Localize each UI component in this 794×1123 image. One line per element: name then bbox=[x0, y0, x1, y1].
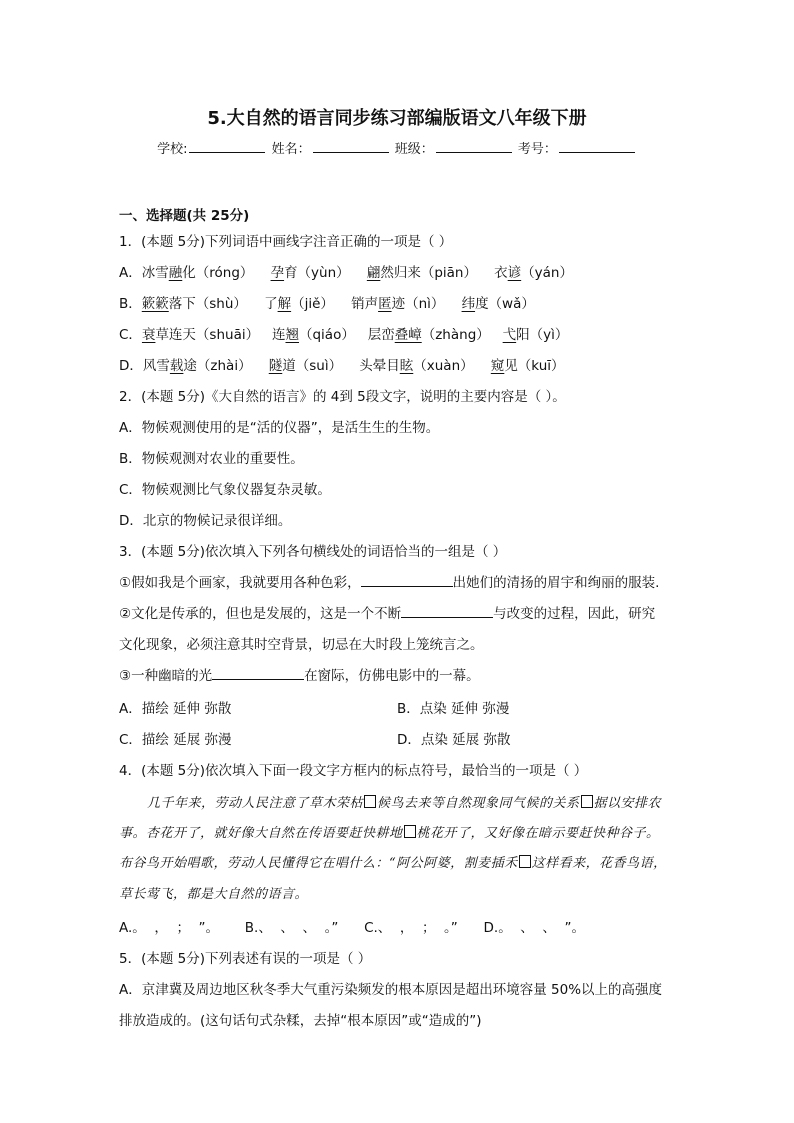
q4-passage-line-2: 事。杏花开了，就好像大自然在传语要赶快耕地 桃花开了，又好像在暗示要赶快种谷子。 bbox=[119, 826, 660, 841]
q4-passage-line-3: 布谷鸟开始唱歌，劳动人民懂得它在唱什么：“阿公阿婆，割麦插禾 这样看来，花香鸟语， bbox=[119, 856, 667, 871]
q1-option-d[interactable]: D．风雪载途（zhài） 隧道（suì） 头晕目眩（xuàn） 窥见（kuī） bbox=[119, 358, 565, 374]
q4-box-2[interactable] bbox=[581, 795, 593, 808]
q4-box-3[interactable] bbox=[404, 825, 416, 838]
q3-stem: 3．(本题 5分)依次填入下列各句横线处的词语恰当的一组是（ ） bbox=[119, 544, 507, 560]
q5-option-a-line-2: 排放造成的。(这句话句式杂糅，去掉“根本原因”或“造成的”) bbox=[119, 1013, 482, 1029]
q3-sentence-1: ①假如我是个画家，我就要用各种色彩， 出她们的清扬的眉宇和绚丽的服装. bbox=[119, 571, 659, 591]
class-blank[interactable] bbox=[436, 139, 512, 153]
q3-option-c[interactable]: C．描绘 延展 弥漫 bbox=[119, 732, 232, 748]
q3-sentence-2: ②文化是传承的，但也是发展的，这是一个不断 与改变的过程，因此，研究 bbox=[119, 602, 655, 622]
q4-options[interactable]: A.。 ， ； ”。 B.、 、 、 。” C.、 ， ； 。” D.。 、 、 ”。 bbox=[119, 920, 585, 936]
exam-no-blank[interactable] bbox=[559, 139, 635, 153]
q2-stem: 2．(本题 5分)《大自然的语言》的 4到 5段文字，说明的主要内容是（ ）。 bbox=[119, 389, 566, 405]
student-info-line bbox=[0, 138, 794, 157]
class-label: 班级： bbox=[394, 142, 434, 157]
q3-blank-2[interactable] bbox=[401, 603, 493, 618]
q3-blank-1[interactable] bbox=[361, 572, 453, 587]
exam-no-label: 考号： bbox=[517, 142, 557, 157]
q2-option-a[interactable]: A．物候观测使用的是“活的仪器”，是活生生的生物。 bbox=[119, 420, 440, 436]
name-blank[interactable] bbox=[313, 139, 389, 153]
school-label: 学校: bbox=[157, 142, 188, 157]
q3-sentence-3: ③一种幽暗的光 在窗际，仿佛电影中的一幕。 bbox=[119, 664, 480, 684]
q4-passage-line-4: 草长莺飞，都是大自然的语言。 bbox=[119, 887, 309, 902]
q2-option-d[interactable]: D．北京的物候记录很详细。 bbox=[119, 513, 292, 529]
q3-option-a[interactable]: A．描绘 延伸 弥散 bbox=[119, 701, 232, 717]
q5-option-a-line-1[interactable]: A．京津冀及周边地区秋冬季大气重污染频发的根本原因是超出环境容量 50%以上的高强度 bbox=[119, 982, 663, 998]
page-title: 5.大自然的语言同步练习部编版语文八年级下册 bbox=[207, 108, 587, 129]
q4-stem: 4．(本题 5分)依次填入下面一段文字方框内的标点符号，最恰当的一项是（ ） bbox=[119, 763, 588, 779]
q1-option-c[interactable]: C．衰草连天（shuāi） 连翘（qiáo） 层峦叠嶂（zhàng） 弋阳（yì） bbox=[119, 327, 569, 343]
school-blank[interactable] bbox=[189, 139, 265, 153]
q4-passage-line-1: 几千年来，劳动人民注意了草木荣枯 候鸟去来等自然现象同气候的关系 据以安排农 bbox=[147, 796, 662, 811]
q2-option-c[interactable]: C．物候观测比气象仪器复杂灵敏。 bbox=[119, 482, 331, 498]
q3-blank-3[interactable] bbox=[212, 665, 304, 680]
section-heading: 一、选择题(共 25分) bbox=[119, 208, 250, 224]
q4-box-1[interactable] bbox=[364, 795, 376, 808]
q2-option-b[interactable]: B．物候观测对农业的重要性。 bbox=[119, 451, 304, 467]
q3-option-d[interactable]: D．点染 延展 弥散 bbox=[397, 732, 511, 748]
q5-stem: 5．(本题 5分)下列表述有误的一项是（ ） bbox=[119, 951, 372, 967]
q3-options-row-2 bbox=[119, 728, 511, 748]
q3-option-b[interactable]: B．点染 延伸 弥漫 bbox=[397, 701, 510, 717]
q1-option-a[interactable]: A．冰雪融化（róng） 孕育（yùn） 翩然归来（piān） 衣谚（yán） bbox=[119, 265, 573, 281]
q3-sentence-2-cont: 文化现象，必须注意其时空背景，切忌在大时段上笼统言之。 bbox=[119, 637, 484, 653]
name-label: 姓名： bbox=[271, 142, 311, 157]
q1-stem: 1．(本题 5分)下列词语中画线字注音正确的一项是（ ） bbox=[119, 234, 453, 250]
q3-options-row-1 bbox=[119, 697, 510, 717]
q1-option-b[interactable]: B．簌簌落下（shù） 了解（jiě） 销声匿迹（nì） 纬度（wǎ） bbox=[119, 296, 535, 312]
q4-box-4[interactable] bbox=[519, 855, 531, 868]
